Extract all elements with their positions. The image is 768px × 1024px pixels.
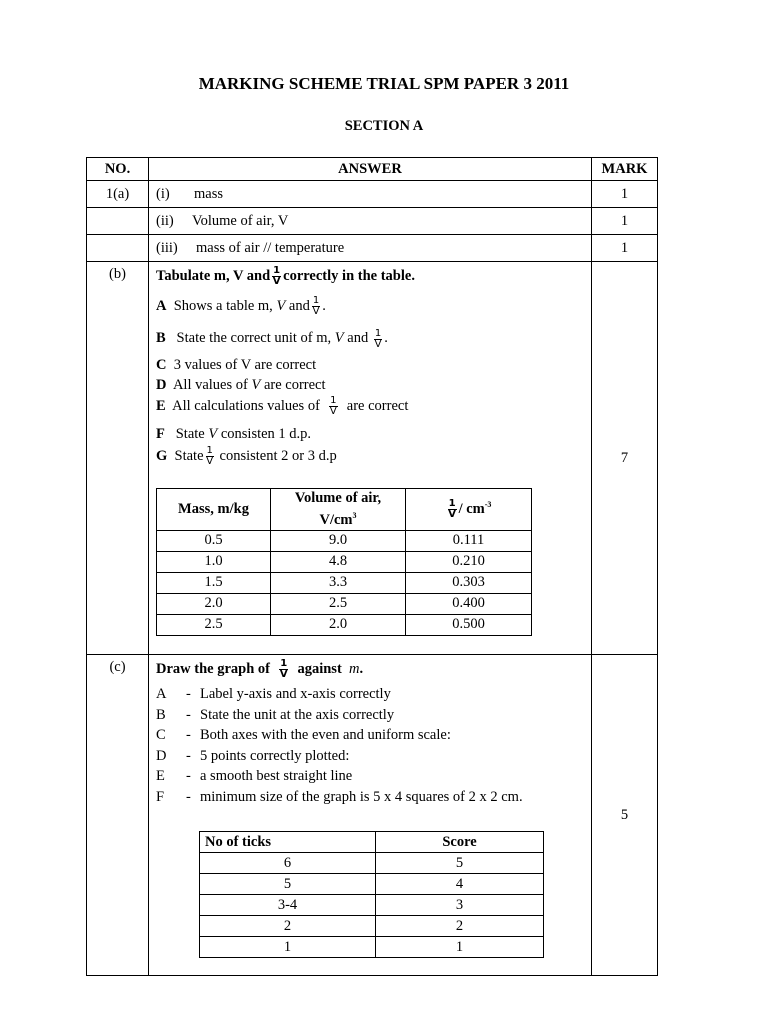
table-row: 5 4: [200, 874, 544, 895]
answer-text: mass: [194, 185, 223, 202]
list-item: E - a smooth best straight line: [156, 768, 353, 785]
answer-text: mass of air // temperature: [196, 239, 345, 256]
table-row: 2.5 2.0 0.500: [157, 614, 532, 635]
mark-cell: 5: [592, 655, 658, 976]
criterion-F: F State V consisten 1 d.p.: [156, 425, 312, 442]
col-mass: Mass, m/kg: [157, 488, 271, 530]
table-row: 1.5 3.3 0.303: [157, 572, 532, 593]
roman-numeral: (i): [156, 185, 170, 202]
marking-table: [86, 157, 658, 976]
score-table: [199, 831, 544, 958]
list-item: C - Both axes with the even and uniform scale:: [156, 727, 451, 744]
list-item: A - Label y-axis and x-axis correctly: [156, 686, 391, 703]
roman-numeral: (ii): [156, 212, 174, 229]
list-item: D - 5 points correctly plotted:: [156, 747, 350, 764]
table-row: 1.0 4.8 0.210: [157, 551, 532, 572]
col-inverse-volume: $\frac{1}{V}$ / $cm^{-3}$: [406, 488, 532, 530]
question-number: 1(a): [87, 181, 149, 208]
table-row: [87, 235, 658, 262]
list-item: F - minimum size of the graph is 5 x 4 squares of 2 x 2 cm.: [156, 788, 523, 805]
list-item: B - State the unit at the axis correctly: [156, 706, 395, 723]
section-heading: SECTION A: [344, 118, 424, 134]
table-row: [87, 181, 658, 208]
fraction: $\frac{1}{V}$: [272, 265, 281, 288]
mark-cell: 7: [592, 262, 658, 655]
table-row: 6 5: [200, 853, 544, 874]
table-row-b: [87, 262, 658, 655]
table-row: [87, 208, 658, 235]
answer-cell: [149, 262, 592, 655]
header-mark: MARK: [592, 158, 658, 181]
document-title: MARKING SCHEME TRIAL SPM PAPER 3 2011: [198, 74, 570, 93]
table-row-c: [87, 655, 658, 976]
mark-cell: 1: [592, 181, 658, 208]
criterion-A: A Shows a table m, V and $\frac{1}{V}$ .: [156, 295, 326, 318]
criterion-B: B State the correct unit of m, V and $\frac{1}{V}$ .: [156, 327, 388, 350]
header-no: NO.: [87, 158, 149, 181]
answer-cell: [149, 655, 592, 976]
criterion-E: E All calculations values of $\frac{1}{V}$ are correct: [156, 394, 409, 417]
criterion-C: C 3 values of V are correct: [156, 356, 317, 373]
results-header: [157, 488, 532, 530]
answer-cell: [149, 181, 592, 208]
col-ticks: No of ticks: [200, 832, 376, 853]
part-b-heading: Tabulate m, V and $\frac{1}{V}$ correctly in the table.: [156, 265, 415, 288]
part-c-heading: Draw the graph of $\frac{1}{V}$ against m.: [156, 658, 364, 681]
criterion-G: G State $\frac{1}{V}$ consistent 2 or 3 d.p: [156, 444, 337, 467]
table-row: 1 1: [200, 937, 544, 958]
mark-cell: 1: [592, 235, 658, 262]
table-row: 0.5 9.0 0.111: [157, 530, 532, 551]
col-score: Score: [376, 832, 544, 853]
score-header: [200, 832, 544, 853]
answer-cell: [149, 208, 592, 235]
question-number: (c): [87, 655, 149, 976]
table-row: 2.0 2.5 0.400: [157, 593, 532, 614]
table-row: 2 2: [200, 916, 544, 937]
table-row: 3-4 3: [200, 895, 544, 916]
criteria-list: [156, 684, 584, 807]
criterion-D: D All values of V are correct: [156, 376, 326, 393]
results-table: [156, 488, 532, 636]
roman-numeral: (iii): [156, 239, 178, 256]
question-number: (b): [87, 262, 149, 655]
col-volume: Volume of air, $V/cm^3$: [271, 488, 406, 530]
question-number: [87, 235, 149, 262]
answer-cell: [149, 235, 592, 262]
answer-text: Volume of air, V: [192, 212, 289, 229]
question-number: [87, 208, 149, 235]
table-header-row: [87, 158, 658, 181]
mark-cell: 1: [592, 208, 658, 235]
header-answer: ANSWER: [149, 158, 592, 181]
